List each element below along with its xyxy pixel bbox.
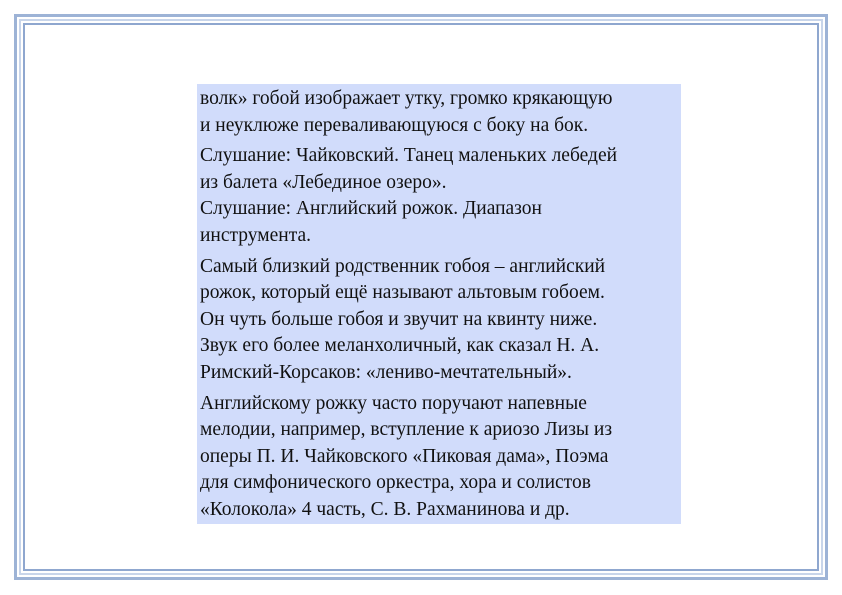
text-line: волк» гобой изображает утку, громко крякающую <box>200 88 613 109</box>
text-line: оперы П. И. Чайковского «Пиковая дама», Поэма <box>200 445 609 467</box>
text-line: рожок, который ещё называют альтовым гобоем. <box>200 282 605 304</box>
paragraph-1 <box>200 86 678 139</box>
text-line: Слушание: Чайковский. Танец маленьких лебедей <box>200 145 618 167</box>
text-line: для симфонического оркестра, хора и солистов <box>200 472 591 494</box>
text-line: Звук его более меланхоличный, как сказал Н. А. <box>200 335 600 357</box>
paragraph-4 <box>200 391 678 524</box>
text-line: мелодии, например, вступление к ариозо Лизы из <box>200 419 613 441</box>
text-line: Он чуть больше гобоя и звучит на квинту ниже. <box>200 308 598 330</box>
text-line: инструмента. <box>200 224 311 246</box>
text-line: Английскому рожку часто поручают напевные <box>200 392 587 414</box>
text-line: Слушание: Английский рожок. Диапазон <box>200 198 542 220</box>
text-box <box>197 84 681 524</box>
paragraph-3 <box>200 254 678 387</box>
text-line: Самый близкий родственник гобоя – английский <box>200 255 606 277</box>
paragraph-2 <box>200 143 678 249</box>
text-line: и неуклюже переваливающуюся с боку на бок. <box>200 114 589 136</box>
text-line: «Колокола» 4 часть, С. В. Рахманинова и др. <box>200 498 570 520</box>
text-line: Римский-Корсаков: «лениво-мечтательный». <box>200 361 572 383</box>
text-line: из балета «Лебединое озеро». <box>200 171 447 193</box>
